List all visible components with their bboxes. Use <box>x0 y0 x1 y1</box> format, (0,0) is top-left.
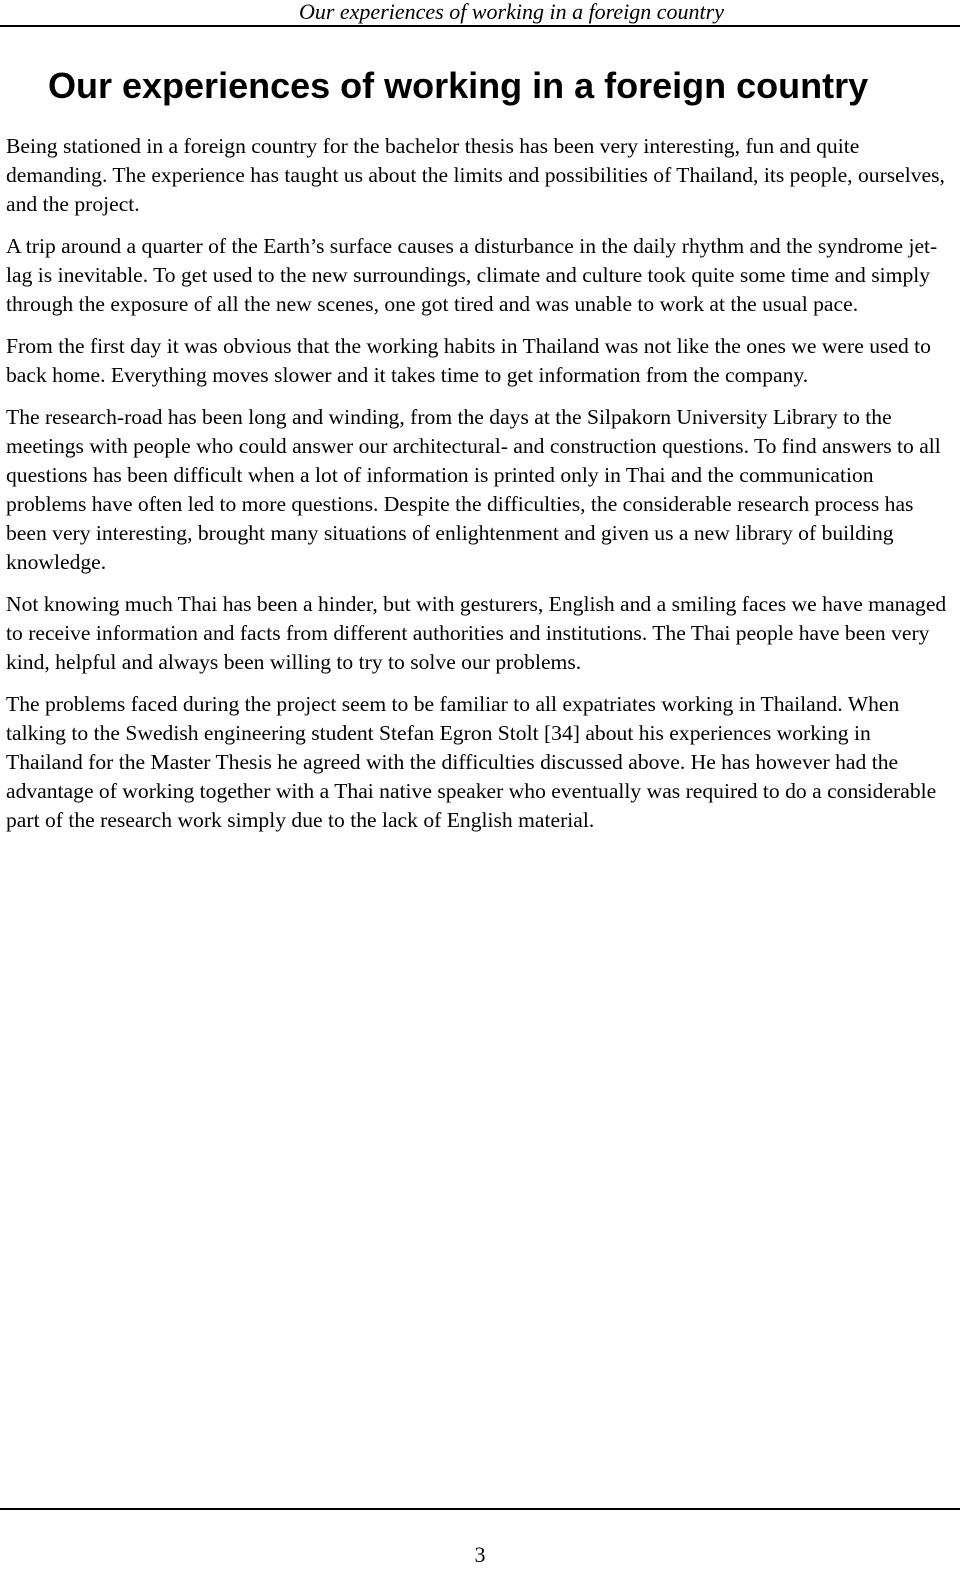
paragraph: The problems faced during the project seem to be familiar to all expatriates working in Thailand. When talking to the Swedish engineering student Stefan Egron Stolt [34] about his experiences working in Thailand for the Master Thesis he agreed with the difficulties discussed above. He has however had the advantage of working together with a Thai native speaker who eventually was required to do a considerable part of the research work simply due to the lack of English material. <box>6 692 937 832</box>
running-header <box>0 0 960 27</box>
paragraph: From the first day it was obvious that the working habits in Thailand was not like the ones we were used to back home. Everything moves slower and it takes time to get information from the company. <box>6 334 931 387</box>
paragraph: Not knowing much Thai has been a hinder, but with gesturers, English and a smiling faces we have managed to receive information and facts from different authorities and institutions. The Thai people have been very kind, helpful and always been willing to try to solve our problems. <box>6 592 947 674</box>
paragraph: The research-road has been long and winding, from the days at the Silpakorn University Library to the meetings with people who could answer our architectural- and construction questions. To find answers to all questions has been difficult when a lot of information is printed only in Thai and the communication problems have often led to more questions. Despite the difficulties, the considerable research process has been very interesting, brought many situations of enlightenment and given us a new library of building knowledge. <box>6 405 941 574</box>
paragraph: Being stationed in a foreign country for the bachelor thesis has been very interesting, fun and quite demanding. The experience has taught us about the limits and possibilities of Thailand, its people, ourselves, and the project. <box>6 134 945 216</box>
body-text <box>6 132 950 848</box>
page-number: 3 <box>474 1542 486 1567</box>
paragraph: A trip around a quarter of the Earth’s surface causes a disturbance in the daily rhythm and the syndrome jet-lag is inevitable. To get used to the new surroundings, climate and culture took quite some time and simply through the exposure of all the new scenes, one got tired and was unable to work at the usual pace. <box>6 234 938 316</box>
footer-rule <box>0 1508 960 1510</box>
page-title: Our experiences of working in a foreign country <box>48 65 869 106</box>
running-header-title: Our experiences of working in a foreign country <box>298 0 724 24</box>
